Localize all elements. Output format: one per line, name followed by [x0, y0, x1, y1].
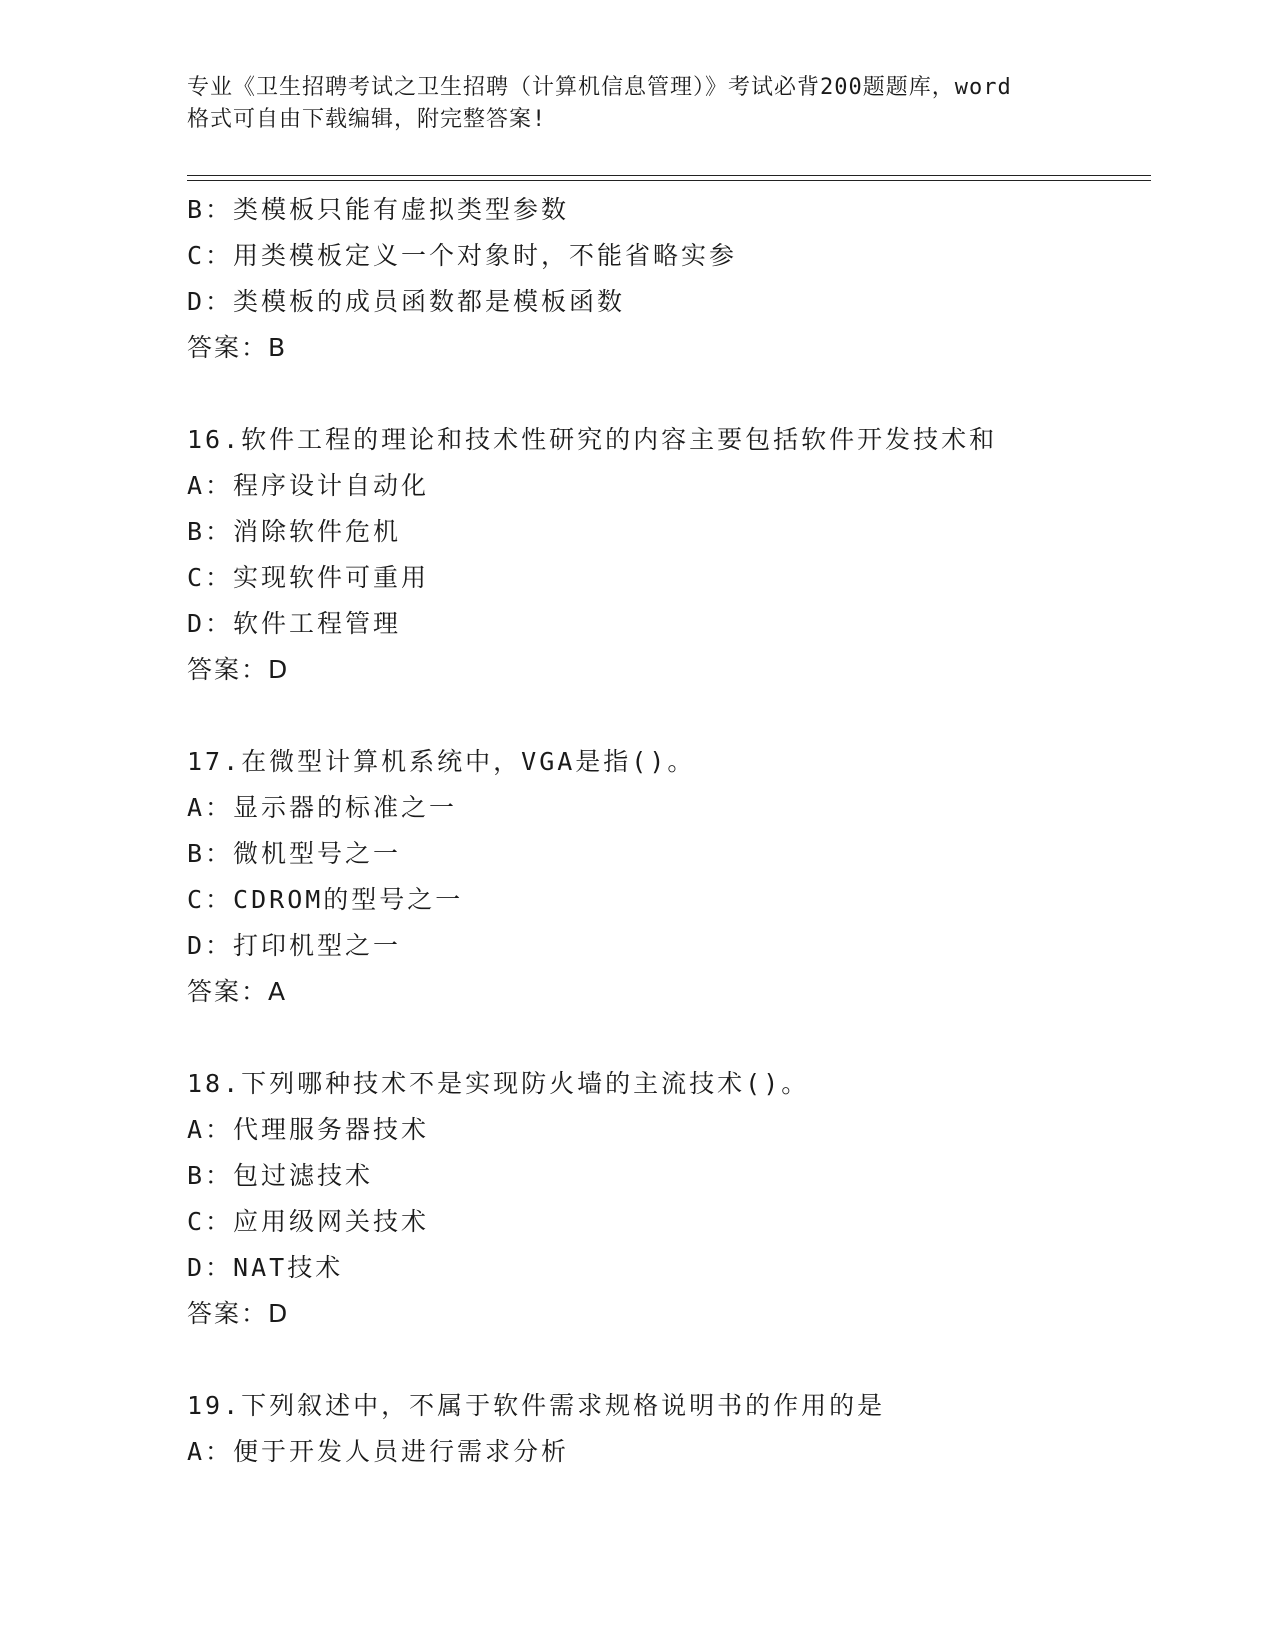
- option-a: A：便于开发人员进行需求分析: [187, 1437, 570, 1466]
- spacer: [187, 371, 1151, 417]
- answer: 答案：D: [187, 1299, 290, 1328]
- option-a: A：显示器的标准之一: [187, 793, 458, 822]
- option-b: B：包过滤技术: [187, 1161, 374, 1190]
- question-17: [187, 739, 1151, 1015]
- answer: 答案：A: [187, 977, 288, 1006]
- question-list: [187, 187, 1151, 1475]
- option-b: B：消除软件危机: [187, 517, 402, 546]
- option-d: D：软件工程管理: [187, 609, 402, 638]
- option-c: C：CDROM的型号之一: [187, 885, 464, 914]
- option-b: B：类模板只能有虚拟类型参数: [187, 195, 570, 224]
- option-d: D：打印机型之一: [187, 931, 402, 960]
- header-divider: [187, 175, 1151, 181]
- question-18: [187, 1061, 1151, 1337]
- question-15-continued: [187, 187, 1151, 371]
- option-b: B：微机型号之一: [187, 839, 402, 868]
- option-c: C：用类模板定义一个对象时，不能省略实参: [187, 241, 738, 270]
- option-c: C：应用级网关技术: [187, 1207, 430, 1236]
- question-stem: 17.在微型计算机系统中，VGA是指()。: [187, 747, 696, 776]
- question-16: [187, 417, 1151, 693]
- header-line-1: 专业《卫生招聘考试之卫生招聘（计算机信息管理）》考试必背200题题库，word: [187, 75, 1012, 100]
- spacer: [187, 1337, 1151, 1383]
- option-a: A：程序设计自动化: [187, 471, 430, 500]
- header-line-2: 格式可自由下载编辑，附完整答案!: [187, 107, 547, 132]
- spacer: [187, 1015, 1151, 1061]
- option-d: D：NAT技术: [187, 1253, 344, 1282]
- document-header: [187, 72, 1087, 136]
- option-d: D：类模板的成员函数都是模板函数: [187, 287, 626, 316]
- option-a: A：代理服务器技术: [187, 1115, 430, 1144]
- option-c: C：实现软件可重用: [187, 563, 430, 592]
- answer: 答案：B: [187, 333, 288, 362]
- question-stem: 18.下列哪种技术不是实现防火墙的主流技术()。: [187, 1069, 810, 1098]
- question-19: [187, 1383, 1151, 1475]
- question-stem: 16.软件工程的理论和技术性研究的内容主要包括软件开发技术和: [187, 425, 998, 454]
- spacer: [187, 693, 1151, 739]
- answer: 答案：D: [187, 655, 290, 684]
- question-stem: 19.下列叙述中，不属于软件需求规格说明书的作用的是: [187, 1391, 886, 1420]
